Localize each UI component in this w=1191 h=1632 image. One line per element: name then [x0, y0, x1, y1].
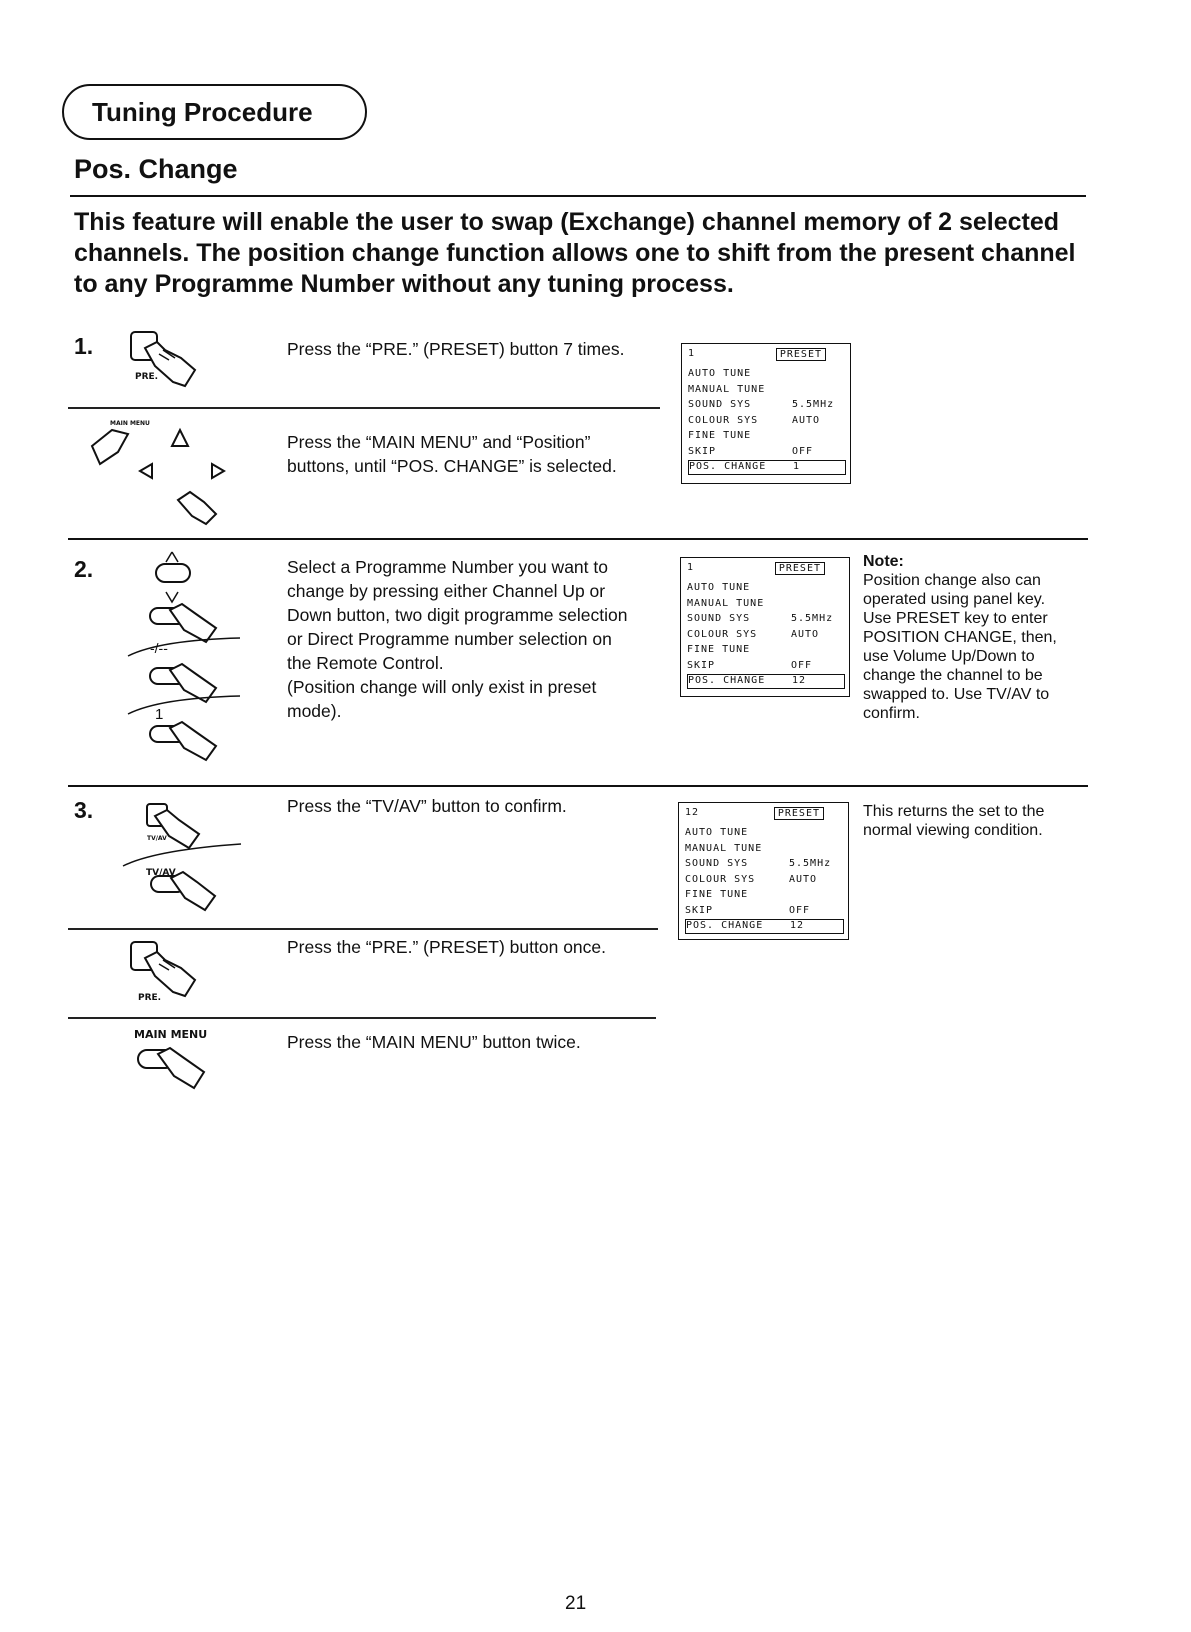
note-line: This returns the set to the [863, 803, 1045, 820]
tvav-button-label: TV/AV [146, 868, 176, 878]
osd-highlight-row [688, 460, 846, 475]
osd-screen-3 [678, 802, 849, 940]
instruction-line: Select a Programme Number you want to [287, 557, 608, 577]
step-3b-divider [68, 1017, 656, 1019]
menu-position-buttons-icon [88, 416, 258, 526]
note-line: use Volume Up/Down to [863, 648, 1035, 665]
osd-value: OFF [789, 904, 811, 916]
step-2-number: 2. [74, 556, 94, 582]
step-1b-instruction-line1: Press the “MAIN MENU” and “Position” [287, 432, 591, 452]
osd-row: POS. CHANGE [689, 461, 767, 472]
instruction-line: Down button, two digit programme selection [287, 605, 628, 625]
note-line: confirm. [863, 705, 920, 722]
osd-screen-2 [680, 557, 850, 697]
osd-row: MANUAL TUNE [687, 597, 765, 609]
osd-value: AUTO [789, 873, 818, 885]
section-title-pill [62, 84, 367, 140]
note-title: Note: [863, 553, 904, 570]
osd-value: 5.5MHz [791, 613, 834, 624]
step-1-number: 1. [74, 333, 94, 359]
pre-button-hand-icon [125, 328, 225, 403]
osd-row: COLOUR SYS [685, 873, 756, 885]
osd-value: OFF [791, 659, 813, 671]
page-subtitle: Pos. Change [74, 154, 238, 184]
osd-row: SOUND SYS [687, 613, 751, 624]
osd-row: SKIP [687, 659, 716, 671]
pre-button-label: PRE. [135, 372, 159, 382]
osd-value: 1 [793, 461, 801, 472]
osd-row: AUTO TUNE [688, 368, 752, 379]
step-3-divider [68, 785, 1088, 787]
instruction-line: mode). [287, 701, 342, 721]
note-line: swapped to. Use TV/AV to [863, 686, 1050, 703]
osd-highlight-row [687, 674, 845, 689]
osd-channel: 1 [687, 562, 695, 573]
step-1b-instruction-line2: buttons, until “POS. CHANGE” is selected. [287, 456, 617, 476]
instruction-line: (Position change will only exist in preset [287, 677, 597, 697]
note-line: Position change also can [863, 572, 1041, 589]
step-3a-instruction: Press the “TV/AV” button to confirm. [287, 796, 567, 816]
osd-value: AUTO [791, 628, 820, 640]
intro-paragraph: This feature will enable the user to swap (Exchange) channel memory of 2 selected channels. The position change function allows one to shift from the present channel to any Programme Number without any tuning process. [74, 208, 1076, 298]
osd-row: COLOUR SYS [687, 628, 758, 640]
section-title: Tuning Procedure [92, 96, 313, 127]
step-3-number: 3. [74, 797, 94, 823]
note-line: normal viewing condition. [863, 822, 1043, 839]
tvav-button-hand-icon [115, 800, 265, 930]
osd-row: FINE TUNE [687, 644, 751, 655]
step-3b-instruction: Press the “PRE.” (PRESET) button once. [287, 937, 607, 957]
step-2-instruction [287, 555, 657, 723]
osd-value: 12 [792, 675, 807, 686]
osd-preset-tag: PRESET [775, 562, 825, 575]
direct-number-button-label: 1 [155, 706, 164, 723]
osd-row: AUTO TUNE [687, 582, 751, 593]
note-line: Use PRESET key to enter [863, 610, 1048, 627]
osd-row: FINE TUNE [688, 430, 752, 441]
pre-button-label: PRE. [138, 993, 162, 1003]
main-menu-button-hand-icon [130, 1044, 240, 1114]
osd-value: 5.5MHz [792, 399, 835, 410]
instruction-line: or Direct Programme number selection on [287, 629, 612, 649]
osd-row: MANUAL TUNE [685, 842, 763, 854]
step-3-note [863, 802, 1093, 840]
step-3a-divider [68, 928, 658, 930]
osd-row: AUTO TUNE [685, 827, 749, 838]
osd-value: OFF [792, 445, 814, 457]
osd-value: 12 [790, 920, 805, 931]
instruction-line: change by pressing either Channel Up or [287, 581, 606, 601]
main-menu-button-label: MAIN MENU [134, 1028, 208, 1041]
osd-row: POS. CHANGE [688, 675, 766, 686]
osd-row: MANUAL TUNE [688, 383, 766, 395]
tvav-small-label: TV/AV [147, 835, 167, 842]
step-3c-instruction: Press the “MAIN MENU” button twice. [287, 1032, 581, 1052]
osd-highlight-row [685, 919, 844, 934]
step-2-note [863, 552, 1103, 723]
channel-updown-remote-icon [120, 546, 270, 766]
note-line: change the channel to be [863, 667, 1043, 684]
main-menu-small-label: MAIN MENU [110, 420, 150, 427]
step-2-divider [68, 538, 1088, 540]
osd-row: SKIP [688, 445, 717, 457]
step-1-divider [68, 407, 660, 409]
osd-preset-tag: PRESET [774, 807, 824, 820]
osd-row: SOUND SYS [688, 399, 752, 410]
osd-value: AUTO [792, 414, 821, 426]
osd-row: POS. CHANGE [686, 920, 764, 931]
osd-row: SOUND SYS [685, 858, 749, 869]
osd-channel: 12 [685, 807, 700, 818]
note-line: operated using panel key. [863, 591, 1046, 608]
instruction-line: the Remote Control. [287, 653, 444, 673]
osd-row: FINE TUNE [685, 889, 749, 900]
osd-value: 5.5MHz [789, 858, 832, 869]
osd-channel: 1 [688, 348, 696, 359]
osd-preset-tag: PRESET [776, 348, 826, 361]
two-digit-button-label: -/-- [150, 640, 168, 656]
header-divider [70, 195, 1086, 197]
page-number: 21 [565, 1593, 587, 1614]
osd-row: COLOUR SYS [688, 414, 759, 426]
step-1a-instruction: Press the “PRE.” (PRESET) button 7 times. [287, 339, 625, 359]
osd-screen-1 [681, 343, 851, 484]
note-line: POSITION CHANGE, then, [863, 629, 1057, 646]
osd-row: SKIP [685, 904, 714, 916]
